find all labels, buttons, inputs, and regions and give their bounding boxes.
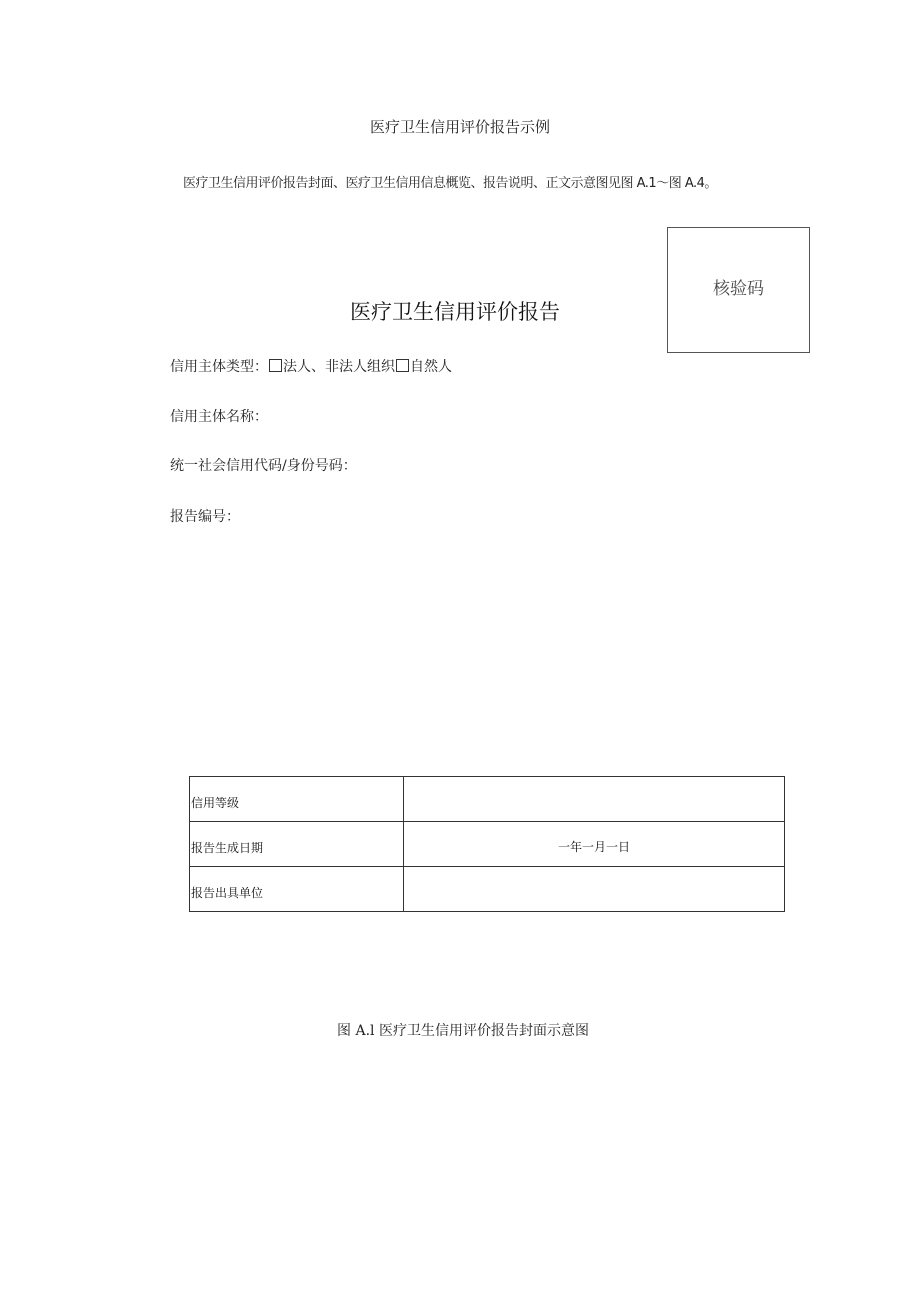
figure-caption: 图 A.l 医疗卫生信用评价报告封面示意图 xyxy=(337,1023,589,1039)
issuing-unit-value xyxy=(404,867,785,912)
legal-person-option-label: 法人、非法人组织 xyxy=(283,359,395,375)
intro-paragraph: 医疗卫生信用评价报告封面、医疗卫生信用信息概览、报告说明、正文示意图见图 A.1〜图 A.4。 xyxy=(183,176,717,191)
table-row xyxy=(190,867,785,912)
table-row xyxy=(190,822,785,867)
report-title: 医疗卫生信用评价报告 xyxy=(350,300,560,324)
document-heading: 医疗卫生信用评价报告示例 xyxy=(369,118,550,136)
report-number-label: 报告编号： xyxy=(170,509,240,525)
table-row xyxy=(190,777,785,822)
natural-person-option-label: 自然人 xyxy=(410,359,452,375)
credit-grade-value xyxy=(404,777,785,822)
legal-person-checkbox[interactable] xyxy=(269,359,282,372)
issuing-unit-label: 报告出具单位 xyxy=(190,867,404,912)
report-info-table xyxy=(189,776,785,912)
credit-grade-label: 信用等级 xyxy=(190,777,404,822)
verification-code-box xyxy=(667,227,810,353)
entity-type-field xyxy=(170,356,452,376)
entity-type-label: 信用主体类型： xyxy=(170,359,268,375)
natural-person-checkbox[interactable] xyxy=(396,359,409,372)
verification-code-label: 核验码 xyxy=(713,278,764,299)
entity-name-label: 信用主体名称： xyxy=(170,409,268,425)
generation-date-label: 报告生成日期 xyxy=(190,822,404,867)
generation-date-value: 一年一月一日 xyxy=(404,822,785,867)
credit-code-label: 统一社会信用代码/身份号码： xyxy=(170,458,357,474)
